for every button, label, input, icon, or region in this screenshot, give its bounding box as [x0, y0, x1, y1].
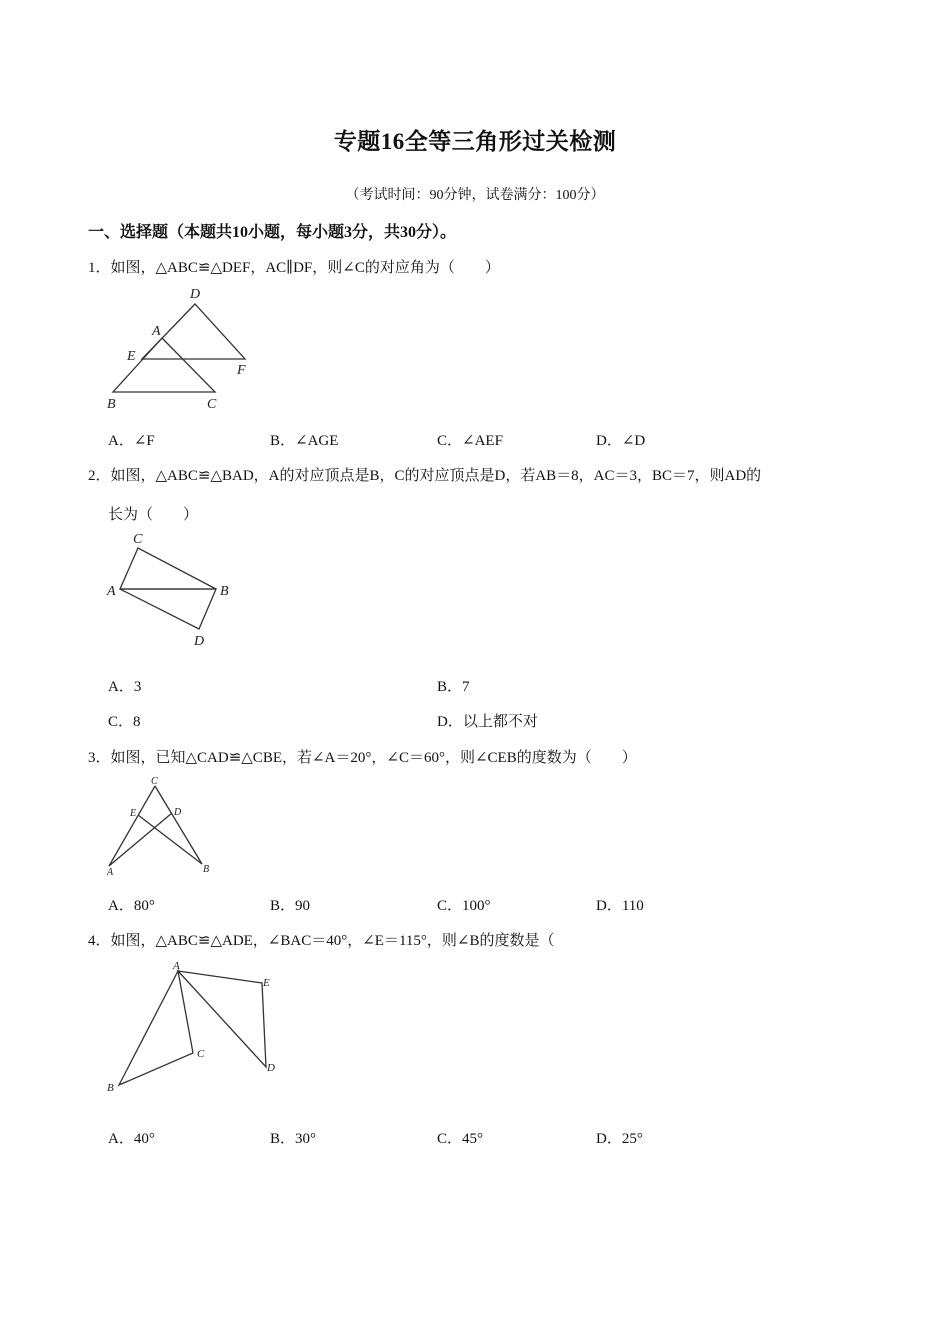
question-2-text-cont: 长为（ ）: [108, 507, 199, 523]
segment-be: [138, 815, 202, 864]
question-4-figure: [100, 955, 290, 1100]
label-e: E: [263, 977, 270, 989]
label-a: A: [107, 584, 116, 599]
triangle-abc: [113, 338, 215, 392]
label-b: B: [107, 397, 116, 412]
q1-option-c[interactable]: C．∠AEF: [437, 433, 503, 449]
label-b: B: [203, 864, 210, 875]
label-b: B: [107, 1082, 114, 1094]
triangle-ade: [178, 971, 266, 1067]
triangle-bad: [120, 589, 216, 629]
label-c: C: [133, 532, 143, 547]
triangle-abc: [120, 548, 216, 589]
question-3-figure: [100, 774, 220, 878]
q3-option-a[interactable]: A．80°: [108, 898, 155, 914]
q3-option-c[interactable]: C．100°: [437, 898, 491, 914]
q2-option-b[interactable]: B．7: [437, 679, 470, 695]
question-3-text: 3．如图，已知△CAD≌△CBE，若∠A＝20°，∠C＝60°，则∠CEB的度数为（ ）: [88, 750, 637, 766]
section-heading: 一、选择题（本题共10小题，每小题3分，共30分）。: [88, 224, 457, 241]
question-1-figure: [100, 282, 260, 414]
label-c: C: [197, 1048, 205, 1060]
question-1-text: 1．如图，△ABC≌△DEF，AC∥DF，则∠C的对应角为（ ）: [88, 260, 500, 276]
question-4-text: 4．如图，△ABC≌△ADE，∠BAC＝40°，∠E＝115°，则∠B的度数是（: [88, 933, 555, 949]
label-a: A: [173, 960, 180, 972]
q2-option-a[interactable]: A．3: [108, 679, 142, 695]
q4-option-c[interactable]: C．45°: [437, 1131, 484, 1147]
label-d: D: [174, 807, 182, 818]
label-e: E: [130, 808, 137, 819]
exam-info: （考试时间：90分钟，试卷满分：100分）: [345, 188, 605, 203]
page-title: 专题16全等三角形过关检测: [333, 129, 617, 154]
question-2-figure: [100, 528, 240, 650]
segment-ca: [109, 786, 155, 866]
label-f: F: [237, 363, 246, 378]
q1-option-d[interactable]: D．∠D: [596, 433, 646, 449]
q3-option-d[interactable]: D．110: [596, 898, 644, 914]
label-d: D: [194, 634, 205, 649]
label-d: D: [267, 1062, 275, 1074]
label-e: E: [127, 349, 136, 364]
label-a: A: [107, 867, 114, 878]
q2-option-d[interactable]: D．以上都不对: [437, 714, 538, 730]
q3-option-b[interactable]: B．90: [270, 898, 311, 914]
triangle-abc: [119, 971, 193, 1085]
q2-option-c[interactable]: C．8: [108, 714, 141, 730]
label-a: A: [152, 324, 161, 339]
segment-cb: [155, 786, 202, 864]
segment-ad: [109, 813, 172, 866]
label-c: C: [151, 776, 158, 787]
q4-option-d[interactable]: D．25°: [596, 1131, 643, 1147]
q4-option-a[interactable]: A．40°: [108, 1131, 155, 1147]
label-b: B: [220, 584, 229, 599]
q1-option-b[interactable]: B．∠AGE: [270, 433, 339, 449]
label-c: C: [207, 397, 217, 412]
question-2-text: 2．如图，△ABC≌△BAD，A的对应顶点是B，C的对应顶点是D，若AB＝8，AC＝3，BC＝7，则AD的: [88, 468, 762, 484]
label-d: D: [190, 287, 201, 302]
q1-option-a[interactable]: A．∠F: [108, 433, 155, 449]
q4-option-b[interactable]: B．30°: [270, 1131, 317, 1147]
